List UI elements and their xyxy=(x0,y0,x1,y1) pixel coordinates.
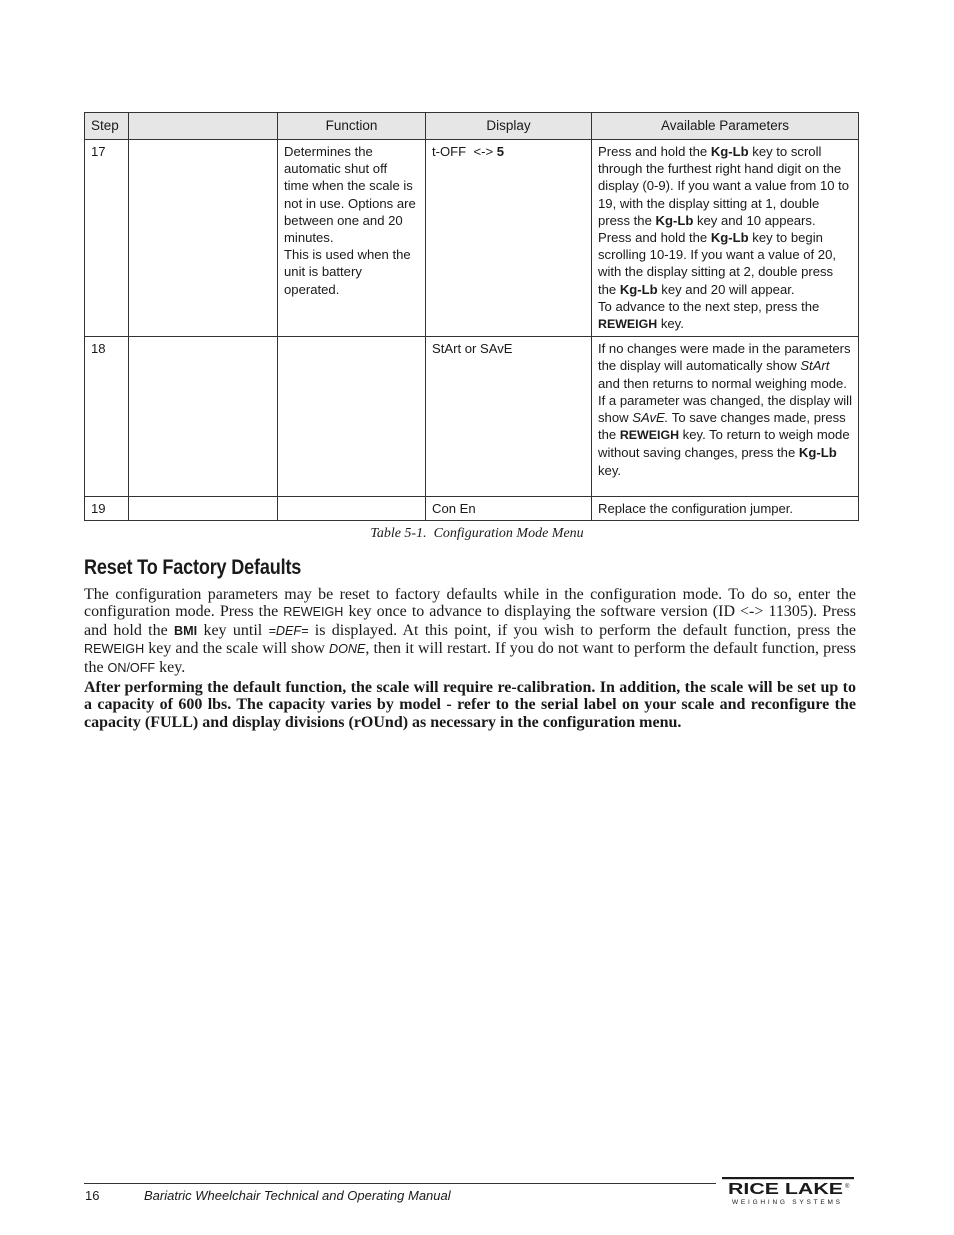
param-text: If a parameter was changed, the display will show xyxy=(598,392,853,426)
step-cell: 19 xyxy=(85,497,129,521)
blank-cell xyxy=(129,497,278,521)
param-text: If no changes were made in the parameters the display will automatically show xyxy=(598,341,851,374)
key-name: Kg-Lb xyxy=(655,212,694,228)
parameters-cell: Replace the configuration jumper. xyxy=(592,497,859,521)
para-text: key once to advance to displaying the software version (ID <-> 11305). Press and hold the xyxy=(84,603,856,639)
display-value: 5 xyxy=(496,144,505,159)
function-line: automatic shut off xyxy=(284,161,388,177)
header-blank xyxy=(129,113,278,140)
para-text: key and the scale will show xyxy=(144,640,330,658)
logo-subtext: WEIGHING SYSTEMS xyxy=(732,1199,840,1206)
header-parameters: Available Parameters xyxy=(592,113,859,140)
param-text: To save changes made, press the xyxy=(598,410,846,443)
step-cell: 18 xyxy=(85,337,129,497)
function-cell xyxy=(278,497,426,521)
page-number: 16 xyxy=(85,1188,100,1203)
recalibration-warning: After performing the default function, the scale will require re-calibration. In addition, the scale will be set up to a capacity of 600 lbs. The capacity varies by model - refer to the serial label on your scale and reconfigure the capacity (FULL) and display divisions (rOUnd) as necessary in the configuration menu. xyxy=(84,679,856,731)
key-name: Kg-Lb xyxy=(710,230,749,246)
step-cell: 17 xyxy=(85,140,129,337)
display-text: StArt xyxy=(800,358,830,374)
section-heading: Reset To Factory Defaults xyxy=(84,556,302,579)
header-function: Function xyxy=(278,113,426,140)
display-text: SAvE. xyxy=(632,410,669,426)
logo-text: RICE LAKE xyxy=(728,1181,843,1198)
reset-instructions-paragraph xyxy=(84,586,856,677)
footer-rule xyxy=(84,1183,716,1184)
header-display: Display xyxy=(426,113,592,140)
table-caption: Table 5-1. Configuration Mode Menu xyxy=(370,526,584,541)
param-text: key. To return to weigh mode without saving changes, press the xyxy=(598,427,850,461)
para-text: , then it will restart. If you do not want to perform the default function, press the xyxy=(84,640,856,676)
param-text: Press and hold the xyxy=(598,230,711,246)
key-name: REWEIGH xyxy=(84,642,145,657)
display-text: =DEF= xyxy=(268,623,309,638)
table-row xyxy=(85,140,859,337)
header-step: Step xyxy=(85,113,129,140)
function-line: time when the scale is xyxy=(284,178,413,194)
display-text: DONE xyxy=(329,642,366,657)
key-name: Kg-Lb xyxy=(710,144,749,159)
function-cell xyxy=(278,337,426,497)
logo-registered-mark: ® xyxy=(845,1184,850,1190)
rice-lake-logo xyxy=(722,1174,854,1208)
param-text: key. xyxy=(598,462,622,478)
table-header-row xyxy=(85,113,859,140)
function-line: unit is battery xyxy=(284,264,362,280)
table-row xyxy=(85,497,859,521)
param-text: key and 20 will appear. xyxy=(657,281,795,297)
blank-cell xyxy=(129,140,278,337)
key-name: BMI xyxy=(174,623,198,638)
display-cell xyxy=(426,140,592,337)
param-text: key and 10 appears. xyxy=(693,212,816,228)
blank-cell xyxy=(129,337,278,497)
param-text: To advance to the next step, press the xyxy=(598,298,820,314)
table-row xyxy=(85,337,859,497)
function-line: between one and 20 xyxy=(284,212,403,228)
param-text: key. xyxy=(657,316,684,332)
key-name: Kg-Lb xyxy=(798,445,837,461)
function-cell xyxy=(278,140,426,337)
key-name: REWEIGH xyxy=(619,428,680,443)
para-text: key. xyxy=(155,658,186,676)
display-cell: StArt or SAvE xyxy=(426,337,592,497)
key-name: ON/OFF xyxy=(107,660,156,675)
function-line: operated. xyxy=(284,281,340,297)
key-name: REWEIGH xyxy=(598,317,658,332)
para-text: The configuration parameters may be reset to factory defaults while in the configuration mode. To do so, enter the configuration mode. Press the xyxy=(84,586,856,621)
function-line: Determines the xyxy=(284,144,373,159)
display-prefix: t-OFF <-> xyxy=(432,144,497,159)
param-text: key to scroll through the furthest right hand digit on the display (0-9). If you want a value from 10 to 19, with the display sitting at 1, double press the xyxy=(598,144,850,228)
key-name: REWEIGH xyxy=(283,605,344,620)
parameters-cell xyxy=(592,337,859,497)
para-text: is displayed. At this point, if you wish to perform the default function, press the xyxy=(308,621,857,639)
manual-title: Bariatric Wheelchair Technical and Operating Manual xyxy=(144,1188,451,1203)
para-text: key until xyxy=(197,621,269,639)
key-name: Kg-Lb xyxy=(619,281,658,297)
param-text: Press and hold the xyxy=(598,144,711,159)
display-cell: Con En xyxy=(426,497,592,521)
function-line: not in use. Options are xyxy=(284,195,416,211)
parameters-cell xyxy=(592,140,859,337)
configuration-mode-table xyxy=(84,112,859,521)
function-line: This is used when the xyxy=(284,247,411,263)
function-line: minutes. xyxy=(284,230,334,246)
param-text: and then returns to normal weighing mode. xyxy=(598,375,847,391)
param-text: key to begin scrolling 10-19. If you want a value of 20, with the display sitting at 2, double press the xyxy=(598,230,837,297)
